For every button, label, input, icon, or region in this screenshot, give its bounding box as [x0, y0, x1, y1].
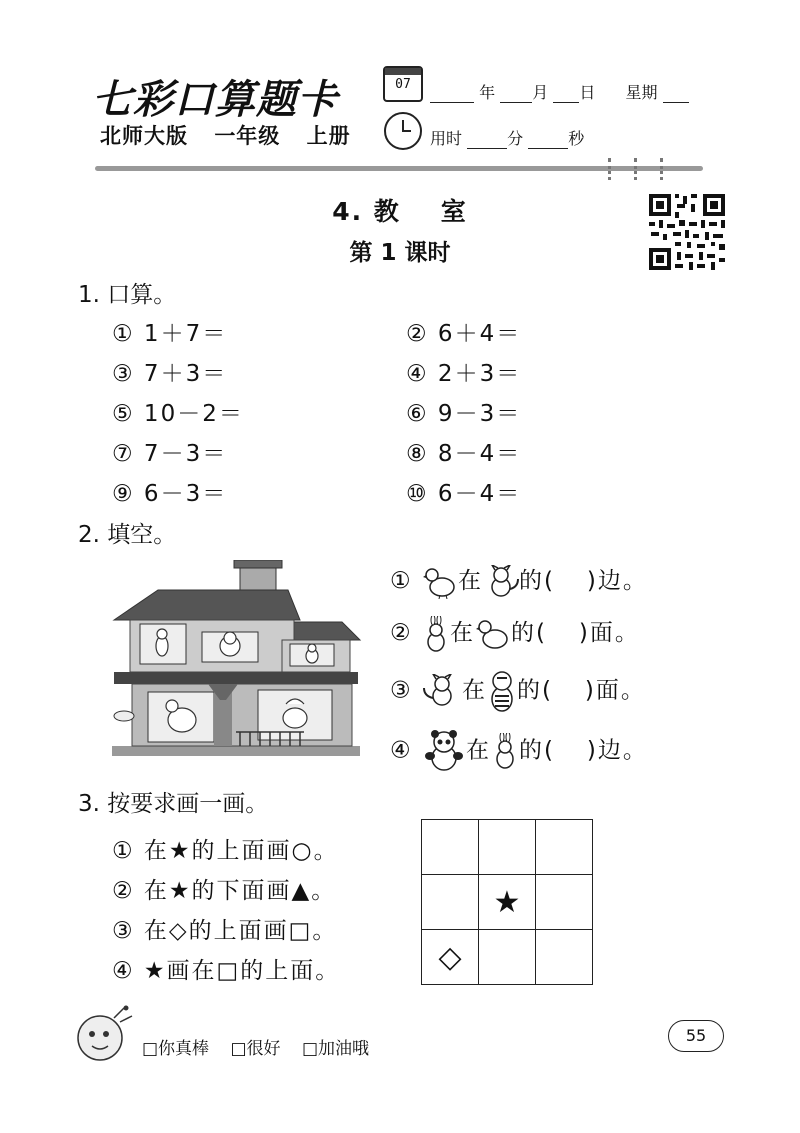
- day-blank[interactable]: [553, 86, 579, 103]
- grid-cell[interactable]: [479, 820, 536, 875]
- fill-question-3: ③ 在 的( )面。: [390, 670, 646, 712]
- fill-question-2: ② 在 的( )面。: [390, 614, 640, 652]
- clock-icon: [384, 112, 422, 150]
- month-blank[interactable]: [500, 86, 532, 103]
- mascot-icon: [70, 1002, 136, 1068]
- date-fields: [430, 80, 689, 103]
- year-blank[interactable]: [430, 86, 474, 103]
- grade: 一年级: [214, 124, 281, 148]
- calendar-icon: [383, 66, 423, 102]
- fill-question-4: ④ 在 的( )边。: [390, 730, 648, 772]
- qr-code-icon[interactable]: [647, 192, 727, 272]
- arith-item: ④ 2＋3＝: [406, 361, 522, 387]
- arith-item: ⑥ 9－3＝: [406, 401, 522, 427]
- tiger-icon: [487, 670, 517, 712]
- draw-instruction: ④ ★画在□的上面。: [112, 958, 341, 984]
- second-label: 秒: [568, 129, 585, 148]
- grid-cell[interactable]: [536, 875, 593, 930]
- arith-item: ⑨ 6－3＝: [112, 481, 228, 507]
- divider-tick: [660, 158, 663, 180]
- fox-icon: [483, 565, 519, 599]
- eval-great-checkbox[interactable]: □你真棒: [142, 1039, 210, 1059]
- arith-item: ⑦ 7－3＝: [112, 441, 228, 467]
- time-fields: [430, 126, 584, 149]
- page-number: 55: [668, 1020, 724, 1052]
- section-2-heading: 2. 填空。: [78, 522, 177, 548]
- grid-cell[interactable]: [422, 820, 479, 875]
- divider-tick: [634, 158, 637, 180]
- brand-title: 七彩口算题卡: [92, 76, 338, 123]
- drawing-grid: [421, 819, 593, 985]
- rabbit-icon: [422, 616, 450, 652]
- arith-item: ① 1＋7＝: [112, 321, 228, 347]
- arith-item: ⑤ 10－2＝: [112, 401, 244, 427]
- section-3-heading: 3. 按要求画一画。: [78, 791, 269, 817]
- grid-cell-diamond[interactable]: ◇: [422, 930, 479, 985]
- draw-instruction: ② 在★的下面画▲。: [112, 878, 337, 904]
- grid-cell[interactable]: [422, 875, 479, 930]
- minute-blank[interactable]: [467, 132, 507, 149]
- arith-item: ⑩ 6－4＝: [406, 481, 522, 507]
- chicken-icon: [475, 617, 511, 651]
- grid-cell-star[interactable]: ★: [479, 875, 536, 930]
- week-label: 星期: [625, 83, 658, 102]
- unit-title-head: 4. 教: [332, 197, 401, 226]
- edition-line: [100, 120, 369, 150]
- rabbit-icon: [491, 733, 519, 769]
- arith-item: ⑧ 8－4＝: [406, 441, 522, 467]
- lesson-title: 第 1 课时: [349, 240, 451, 266]
- month-label: 月: [532, 83, 549, 102]
- fill-question-1: ① 在 的( )边。: [390, 562, 648, 599]
- time-label: 用时: [430, 129, 463, 148]
- calendar-number: 07: [395, 77, 411, 92]
- eval-try-checkbox[interactable]: □加油哦: [301, 1039, 369, 1059]
- section-1-heading: 1. 口算。: [78, 282, 177, 308]
- unit-title-tail: 室: [440, 197, 468, 226]
- arith-item: ② 6＋4＝: [406, 321, 522, 347]
- second-blank[interactable]: [528, 132, 568, 149]
- week-blank[interactable]: [663, 86, 689, 103]
- grid-cell[interactable]: [536, 930, 593, 985]
- year-label: 年: [479, 83, 496, 102]
- draw-instruction: ① 在★的上面画○。: [112, 838, 339, 864]
- day-label: 日: [579, 83, 596, 102]
- house-illustration: [112, 560, 362, 760]
- chicken-icon: [422, 565, 458, 599]
- fox-icon: [422, 674, 462, 708]
- panda-icon: [422, 730, 466, 772]
- draw-instruction: ③ 在◇的上面画□。: [112, 918, 338, 944]
- arith-item: ③ 7＋3＝: [112, 361, 228, 387]
- volume: 上册: [306, 124, 351, 148]
- eval-good-checkbox[interactable]: □很好: [230, 1039, 281, 1059]
- self-evaluation: [142, 1034, 385, 1059]
- minute-label: 分: [507, 129, 524, 148]
- grid-cell[interactable]: [536, 820, 593, 875]
- divider-tick: [608, 158, 611, 180]
- edition: 北师大版: [100, 124, 188, 148]
- grid-cell[interactable]: [479, 930, 536, 985]
